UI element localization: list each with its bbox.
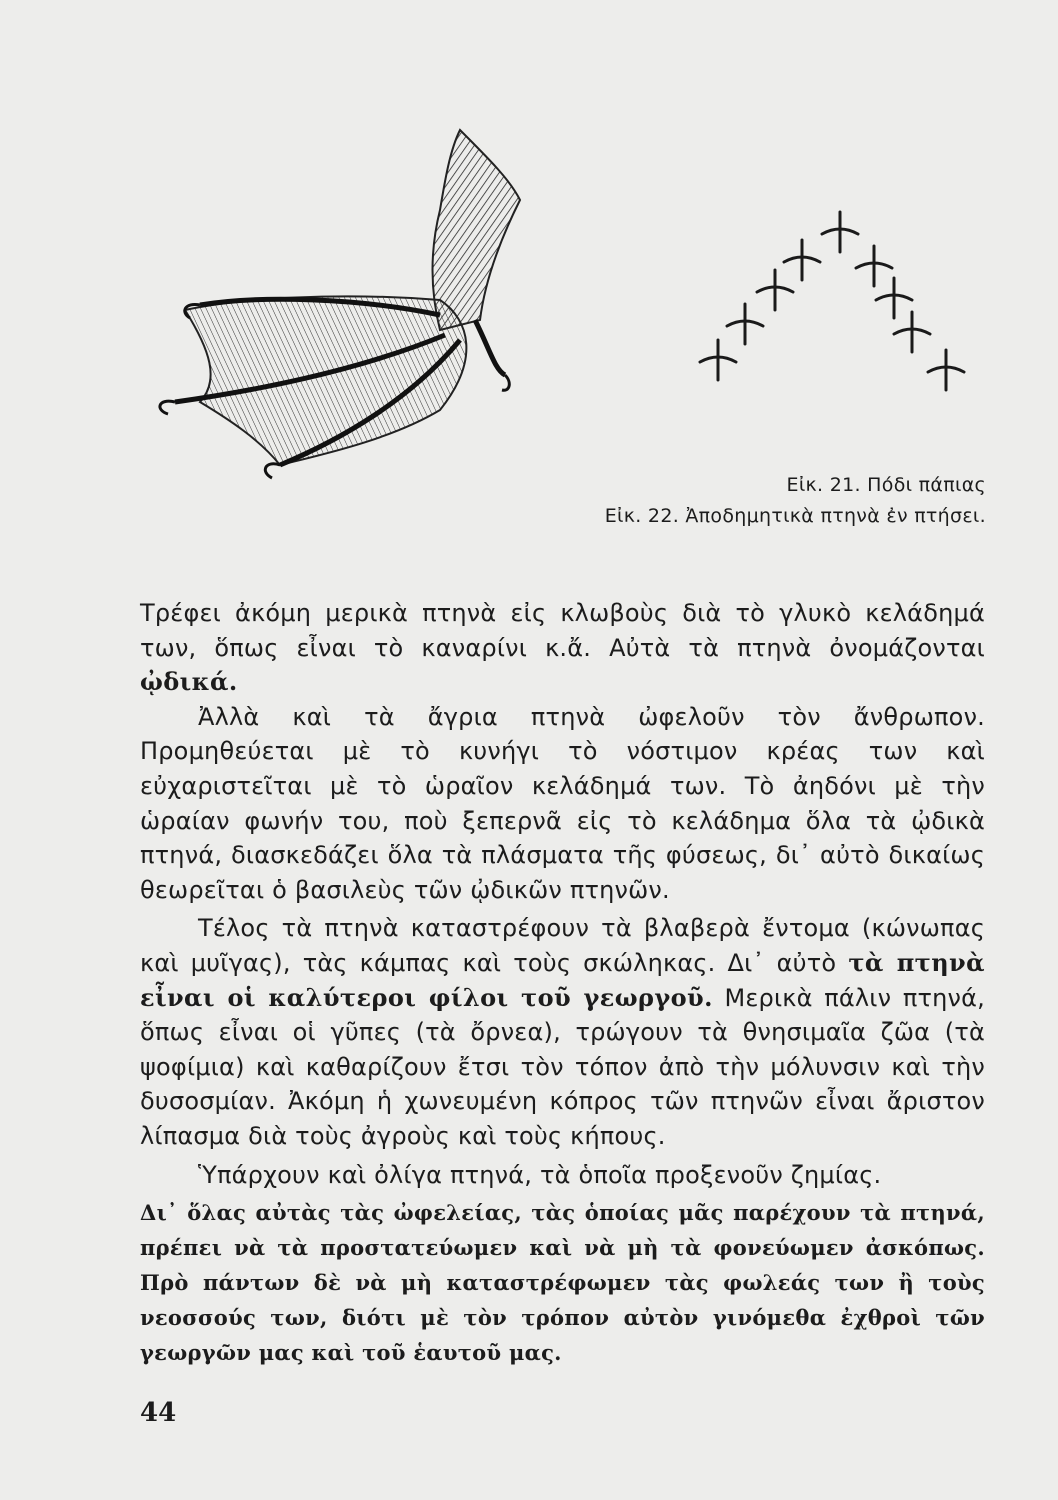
bird-4: [757, 270, 793, 310]
bold-conclusion: [140, 1195, 985, 1370]
bird-2: [784, 240, 820, 280]
bird-7: [894, 312, 930, 352]
bird-3: [856, 246, 892, 286]
page-number: 44: [140, 1398, 177, 1428]
paragraph-songbirds: Τρέφει ἀκόμη μερικὰ πτηνὰ εἰς κλωβοὺς διὰ τὸ γλυκὸ κελάδημά των, ὅπως εἶναι τὸ καναρίνι κ.ἄ. Αὐτὰ τὰ πτηνὰ ὀνομάζονται ᾠδικά.: [140, 599, 985, 697]
paragraph-wild-birds: Ἀλλὰ καὶ τὰ ἄγρια πτηνὰ ὠφελοῦν τὸν ἄνθρωπον. Προμηθεύεται μὲ τὸ κυνήγι τὸ νόστιμον κρέας των καὶ εὐχαριστεῖται μὲ τὸ ὡραῖον κελάδημά των. Τὸ ἀηδόνι μὲ τὴν ὡραίαν φωνήν του, ποὺ ξεπερνᾶ εἰς τὸ κελάδημα ὅλα τὰ ᾠδικὰ πτηνά, διασκεδάζει ὅλα τὰ πλάσματα τῆς φύσεως, δι᾿ αὐτὸ δικαίως θεωρεῖται ὁ βασιλεὺς τῶν ᾠδικῶν πτηνῶν.: [140, 702, 985, 904]
main-text: [140, 596, 985, 1192]
farmer-friends-phrase: τὰ πτηνὰ εἶναι οἱ καλύτεροι φίλοι τοῦ γεωργοῦ.: [140, 947, 985, 1012]
duck-foot-illustration: [140, 120, 540, 500]
paragraph-harmful-birds: Ὑπάρχουν καὶ ὀλίγα πτηνά, τὰ ὁποῖα προξενοῦν ζημίας.: [198, 1160, 882, 1189]
bird-9: [928, 350, 964, 390]
caption-fig-21: Εἰκ. 21. Πόδι πάπιας: [786, 474, 986, 496]
bird-6: [727, 304, 763, 344]
bird-8: [700, 340, 736, 380]
caption-fig-22: Εἰκ. 22. Ἀποδημητικὰ πτηνὰ ἐν πτήσει.: [604, 505, 986, 527]
paragraph-insects: Τέλος τὰ πτηνὰ καταστρέφουν τὰ βλαβερὰ ἔντομα (κώνωπας καὶ μυῖγας), τὰς κάμπας καὶ τοὺς σκώληκας. Δι᾿ αὐτὸ τὰ πτηνὰ εἶναι οἱ καλύτεροι φίλοι τοῦ γεωργοῦ. Μερικὰ πάλιν πτηνά, ὅπως εἶναι οἱ γῦπες (τὰ ὄρνεα), τρώγουν τὰ θνησιμαῖα ζῶα (τὰ ψοφίμια) καὶ καθαρίζουν ἔτσι τὸν τόπον ἀπὸ τὴν μόλυνσιν καὶ τὴν δυσοσμίαν. Ἀκόμη ἡ χωνευμένη κόπρος τῶν πτηνῶν εἶναι ἄριστον λίπασμα διὰ τοὺς ἀγροὺς καὶ τοὺς κήπους.: [140, 914, 985, 1150]
figure-captions: [605, 470, 986, 532]
migrating-birds-illustration: [690, 200, 990, 400]
songbirds-term: ᾠδικά.: [140, 667, 238, 697]
bird-1: [822, 212, 858, 252]
conclusion-text: Δι᾿ ὅλας αὐτὰς τὰς ὠφελείας, τὰς ὁποίας μᾶς παρέχουν τὰ πτηνά, πρέπει νὰ τὰ προστατεύωμεν καὶ νὰ μὴ τὰ φονεύωμεν ἀσκόπως. Πρὸ πάντων δὲ νὰ μὴ καταστρέφωμεν τὰς φωλεάς των ἢ τοὺς νεοσσούς των, διότι μὲ τὸν τρόπον αὐτὸν γινόμεθα ἐχθροὶ τῶν γεωργῶν μας καὶ τοῦ ἑαυτοῦ μας.: [140, 1200, 985, 1365]
bird-5: [876, 278, 912, 318]
